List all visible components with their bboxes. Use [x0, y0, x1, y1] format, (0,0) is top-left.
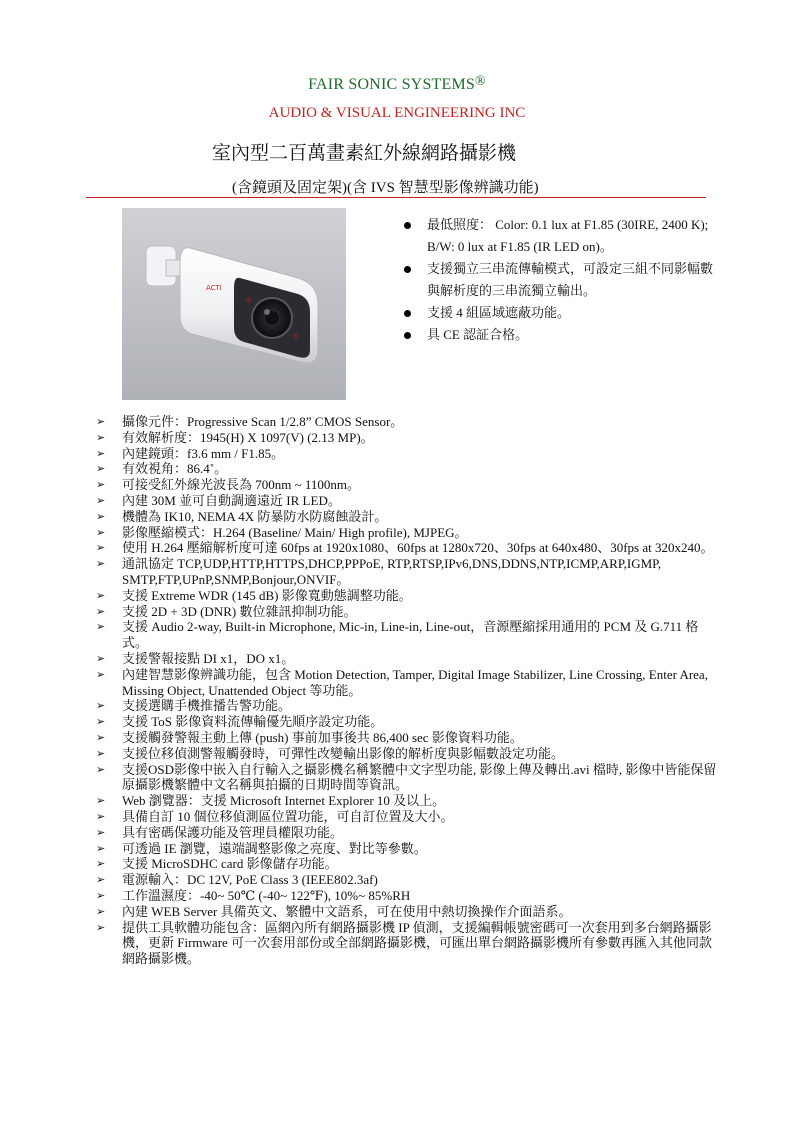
bullet-icon: [404, 222, 411, 229]
arrow-bullet-icon: ➢: [96, 857, 106, 871]
arrow-bullet-icon: ➢: [96, 620, 106, 634]
feature-list: [96, 414, 718, 967]
bullet-icon: [404, 332, 411, 339]
registered-mark: ®: [475, 74, 486, 89]
product-title: 室內型二百萬畫素紅外線網路攝影機: [212, 143, 517, 164]
list-item: ➢ 影像壓縮模式：H.264 (Baseline/ Main/ High profile), MJPEG。: [96, 524, 468, 540]
highlight-list: [400, 214, 720, 346]
list-item: ➢ 支援位移偵測警報觸發時，可彈性改變輸出影像的解析度與影幅數設定功能。: [96, 745, 565, 761]
arrow-bullet-icon: ➢: [96, 541, 106, 555]
arrow-bullet-icon: ➢: [96, 794, 106, 808]
arrow-bullet-icon: ➢: [96, 651, 106, 665]
list-item: ➢ 攝像元件：Progressive Scan 1/2.8” CMOS Sensor。: [96, 414, 404, 429]
list-item: 支援 4 組區域遮蔽功能。: [400, 302, 720, 324]
arrow-bullet-icon: ➢: [96, 478, 106, 492]
list-item: ➢ 有效視角：86.4˚。: [96, 461, 228, 477]
list-item: ➢ 機體為 IK10, NEMA 4X 防暴防水防腐蝕設計。: [96, 508, 388, 524]
list-item: ➢ 內建 30M 並可自動調適遠近 IR LED。: [96, 492, 341, 508]
camera-photo: [122, 208, 346, 400]
list-item: ➢ Web 瀏覽器：支援 Microsoft Internet Explorer 10 及以上。: [96, 793, 446, 809]
list-item: ➢ 有效解析度：1945(H) X 1097(V) (2.13 MP)。: [96, 429, 374, 445]
list-item: ➢ 具有密碼保護功能及管理員權限功能。: [96, 824, 344, 840]
arrow-bullet-icon: ➢: [96, 557, 106, 571]
arrow-bullet-icon: ➢: [96, 746, 106, 760]
list-item: ➢ 可透過 IE 瀏覽，遠端調整影像之亮度、對比等參數。: [96, 840, 427, 856]
arrow-bullet-icon: ➢: [96, 825, 106, 839]
arrow-bullet-icon: ➢: [96, 809, 106, 823]
list-item: ➢ 支援警報接點 DI x1，DO x1。: [96, 650, 295, 666]
arrow-bullet-icon: ➢: [96, 730, 106, 744]
bullet-icon: [404, 310, 411, 317]
arrow-bullet-icon: ➢: [96, 415, 106, 428]
list-item: ➢ 使用 H.264 壓縮解析度可達 60fps at 1920x1080、60fps at 1280x720、30fps at 640x480、30fps at 320x240。: [96, 540, 714, 556]
arrow-bullet-icon: ➢: [96, 588, 106, 602]
arrow-bullet-icon: ➢: [96, 525, 106, 539]
arrow-bullet-icon: ➢: [96, 920, 106, 934]
company-name: FAIR SONIC SYSTEMS®: [308, 74, 486, 93]
header-divider: [86, 197, 706, 198]
bullet-icon: [404, 266, 411, 273]
list-item: ➢ 支援 ToS 影像資料流傳輸優先順序設定功能。: [96, 714, 384, 730]
list-item: ➢ 電源輸入：DC 12V, PoE Class 3 (IEEE802.3af): [96, 872, 378, 888]
arrow-bullet-icon: ➢: [96, 462, 106, 476]
list-item: ➢ 通訊協定 TCP,UDP,HTTP,HTTPS,DHCP,PPPoE, RTP,RTSP,IPv6,DNS,DDNS,NTP,ICMP,ARP,IGMP, SMTP,FTP,UPnP,SNMP,Bonjour,ONVIF。: [96, 556, 662, 587]
arrow-bullet-icon: ➢: [96, 904, 106, 918]
arrow-bullet-icon: ➢: [96, 493, 106, 507]
list-item: ➢ 支援選購手機推播告警功能。: [96, 698, 292, 714]
arrow-bullet-icon: ➢: [96, 699, 106, 713]
list-item: ➢ 內建 WEB Server 具備英文、繁體中文語系，可在使用中熱切換操作介面語系。: [96, 903, 572, 919]
list-item: 具 CE 認証合格。: [400, 324, 720, 346]
list-item: ➢ 支援 MicroSDHC card 影像儲存功能。: [96, 856, 338, 872]
arrow-bullet-icon: ➢: [96, 509, 106, 523]
list-item: ➢ 內建智慧影像辨識功能，包含 Motion Detection, Tamper, Digital Image Stabilizer, Line Crossing, Enter Area, Missing Object, Unattended Object 等功能。: [96, 666, 708, 698]
list-item: ➢ 具備自訂 10 個位移偵測區位置功能，可自訂位置及大小。: [96, 808, 454, 824]
list-item: ➢ 可接受紅外線光波長為 700nm ~ 1100nm。: [96, 477, 361, 493]
arrow-bullet-icon: ➢: [96, 888, 106, 902]
arrow-bullet-icon: ➢: [96, 841, 106, 855]
list-item: ➢ 支援觸發警報主動上傳 (push) 事前加事後共 86,400 sec 影像資料功能。: [96, 729, 523, 745]
arrow-bullet-icon: ➢: [96, 667, 106, 681]
product-subtitle: (含鏡頭及固定架)(含 IVS 智慧型影像辨識功能): [232, 180, 539, 196]
list-item: ➢ 支援 2D + 3D (DNR) 數位雜訊抑制功能。: [96, 603, 357, 619]
arrow-bullet-icon: ➢: [96, 604, 106, 618]
arrow-bullet-icon: ➢: [96, 430, 106, 444]
list-item: 支援獨立三串流傳輸模式，可設定三組不同影幅數與解析度的三串流獨立輸出。: [400, 258, 720, 302]
list-item: ➢ 提供工具軟體功能包含：區網內所有網路攝影機 IP 偵測，支援編輯帳號密碼可一次套用到多台網路攝影機，更新 Firmware 可一次套用部份或全部網路攝影機，可匯出單台網路攝影機所有參數再匯入其他同款網路攝影機。: [96, 919, 713, 967]
company-subtitle: AUDIO & VISUAL ENGINEERING INC: [268, 105, 526, 121]
list-item: 最低照度： Color: 0.1 lux at F1.85 (30IRE, 2400 K); B/W: 0 lux at F1.85 (IR LED on)。: [400, 214, 720, 258]
list-item: ➢ 工作溫濕度：-40~ 50℃ (-40~ 122℉), 10%~ 85%RH: [96, 887, 411, 903]
arrow-bullet-icon: ➢: [96, 715, 106, 729]
list-item: ➢ 支援OSD影像中嵌入自行輸入之攝影機名稱繁體中文字型功能, 影像上傳及轉出.avi 檔時, 影像中皆能保留原攝影機繁體中文名稱與拍攝的日期時間等資訊。: [96, 761, 717, 793]
list-item: ➢ 支援 Extreme WDR (145 dB) 影像寬動態調整功能。: [96, 587, 412, 603]
list-item: ➢ 內建鏡頭：f3.6 mm / F1.85。: [96, 445, 285, 461]
arrow-bullet-icon: ➢: [96, 762, 106, 776]
arrow-bullet-icon: ➢: [96, 873, 106, 887]
camera-logo: ACTi: [206, 284, 222, 292]
arrow-bullet-icon: ➢: [96, 446, 106, 460]
list-item: ➢ 支援 Audio 2-way, Built-in Microphone, Mic-in, Line-in, Line-out，音源壓縮採用通用的 PCM 及 G.711 格式。: [96, 619, 699, 651]
